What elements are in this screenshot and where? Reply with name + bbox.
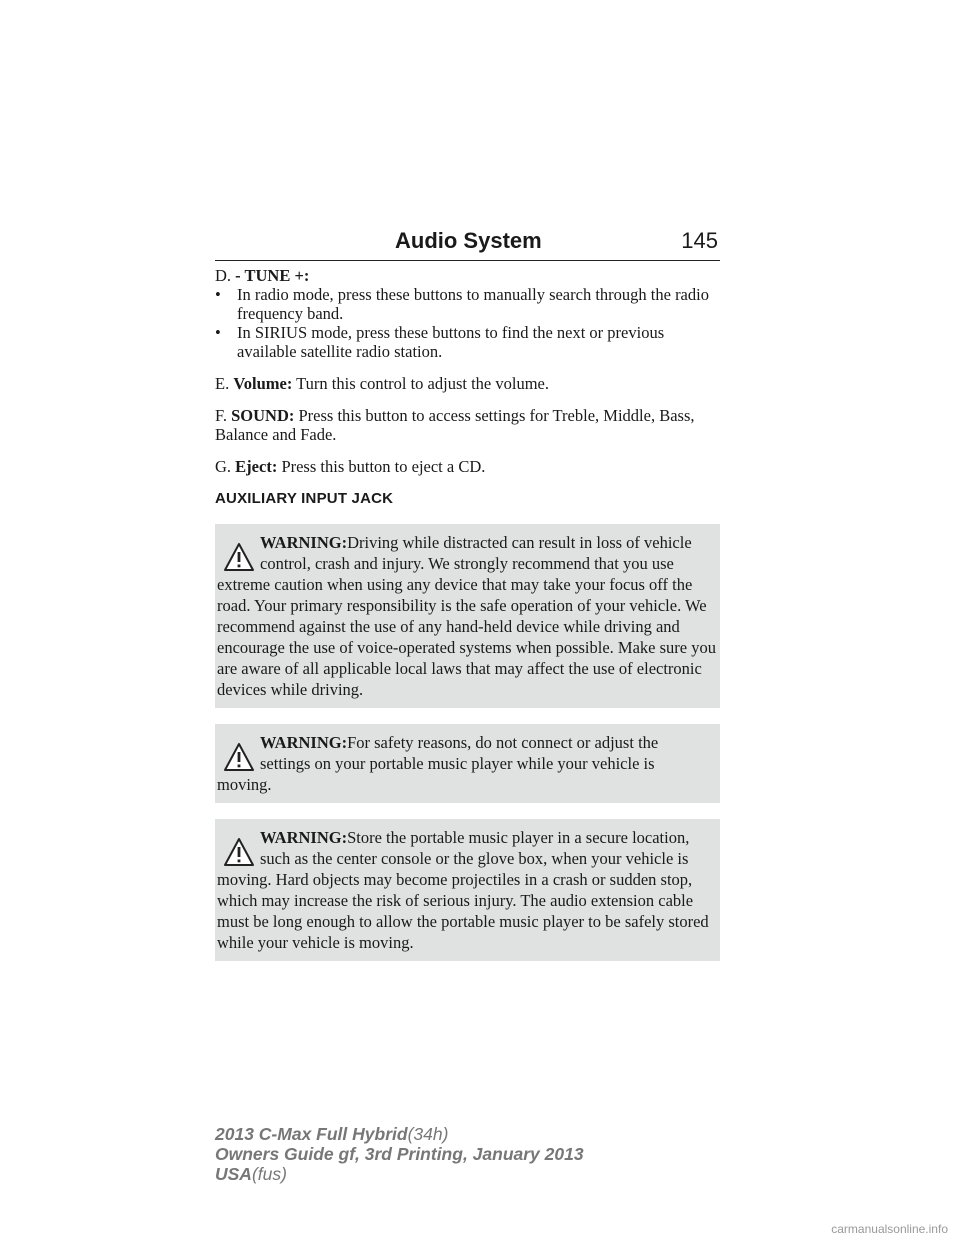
item-d (215, 266, 720, 285)
item-d-bullets (215, 285, 720, 361)
item-e-text: Turn this control to adjust the volume. (296, 374, 549, 393)
list-item (215, 285, 720, 323)
footer-market: USA (215, 1164, 252, 1184)
page-header (215, 226, 720, 261)
page-number: 145 (681, 228, 718, 253)
item-d-letter: D. (215, 266, 232, 285)
footer-model: 2013 C-Max Full Hybrid (215, 1124, 408, 1144)
page-title: Audio System (395, 228, 542, 253)
warning-label: WARNING: (260, 828, 348, 847)
warning-box (215, 524, 720, 708)
watermark: carmanualsonline.info (831, 1222, 948, 1236)
page-content (215, 266, 720, 961)
item-f-text: Press this button to access settings for Treble, Middle, Bass, Balance and Fade. (215, 406, 695, 444)
item-e (215, 374, 720, 393)
warning-body: moving. (217, 775, 272, 794)
warning-label: WARNING: (260, 533, 348, 552)
warning-line2: control, crash and injury. We strongly recommend that you use (260, 554, 674, 573)
warning-body: extreme caution when using any device that may take your focus off the road. Your primary responsibility is the safe operation of your vehicle. We recommend against the use of any hand-held device while driving and encourage the use of voice-operated systems when possible. Make sure you are aware of all applicable local laws that may affect the use of electronic devices while driving. (217, 575, 716, 699)
item-g (215, 457, 720, 476)
item-g-letter: G. (215, 457, 232, 476)
warning-body: moving. Hard objects may become projectiles in a crash or sudden stop, which may increase the risk of serious injury. The audio extension cable must be long enough to allow the portable music player to be safely stored while your vehicle is moving. (217, 870, 709, 952)
bullet-icon: • (215, 285, 221, 304)
item-f (215, 406, 720, 444)
footer-guide-info: Owners Guide gf, 3rd Printing, January 2013 (215, 1144, 584, 1164)
item-f-label: SOUND: (231, 406, 295, 425)
bullet-text: In SIRIUS mode, press these buttons to find the next or previous available satellite radio station. (237, 323, 665, 361)
item-g-text: Press this button to eject a CD. (281, 457, 486, 476)
warning-line2: settings on your portable music player while your vehicle is (260, 754, 655, 773)
warning-triangle-icon (223, 742, 255, 772)
warning-lead: Driving while distracted can result in loss of vehicle (347, 533, 692, 552)
item-e-letter: E. (215, 374, 230, 393)
item-f-letter: F. (215, 406, 227, 425)
warning-triangle-icon (223, 837, 255, 867)
warning-box (215, 724, 720, 803)
list-item (215, 323, 720, 361)
page-footer (215, 1124, 584, 1184)
bullet-text: In radio mode, press these buttons to manually search through the radio frequency band. (237, 285, 709, 323)
warning-lead: Store the portable music player in a secure location, (347, 828, 690, 847)
item-g-label: Eject: (235, 457, 278, 476)
warning-triangle-icon (223, 542, 255, 572)
warning-label: WARNING: (260, 733, 348, 752)
item-d-label: - TUNE +: (235, 266, 310, 285)
warning-box (215, 819, 720, 961)
item-e-label: Volume: (233, 374, 293, 393)
footer-model-code: (34h) (407, 1124, 449, 1144)
section-heading: AUXILIARY INPUT JACK (215, 490, 394, 507)
warning-line2: such as the center console or the glove box, when your vehicle is (260, 849, 689, 868)
bullet-icon: • (215, 323, 221, 342)
footer-market-code: (fus) (251, 1164, 287, 1184)
warning-lead: For safety reasons, do not connect or adjust the (347, 733, 659, 752)
